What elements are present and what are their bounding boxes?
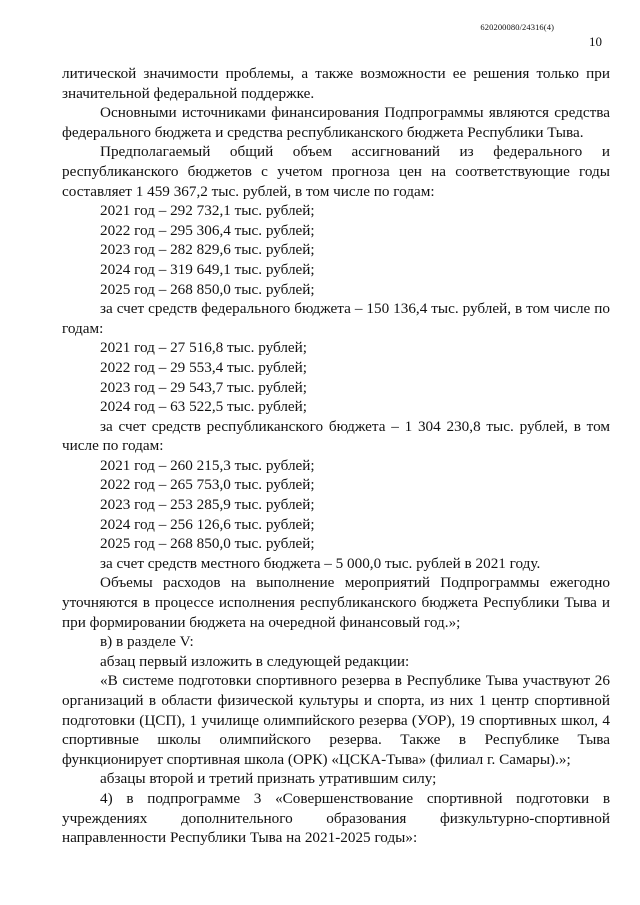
list-item: 2025 год – 268 850,0 тыс. рублей; bbox=[100, 280, 315, 298]
paragraph: абзац первый изложить в следующей редакции: bbox=[100, 652, 410, 670]
list-item: 2024 год – 319 649,1 тыс. рублей; bbox=[100, 260, 315, 278]
paragraph: Основными источниками финансирования Подпрограммы являются средства федерального бюджета и средства республиканского бюджета Республики Тыва. bbox=[62, 104, 610, 141]
paragraph: «В системе подготовки спортивного резерва в Республике Тыва участвуют 26 организаций в области физической культуры и спорта, из них 1 центр спортивной подготовки (ЦСП), 1 училище олимпийского резерва (УОР), 19 спортивных школ, 4 спортивные школы олимпийского резерва. Также в Республике Тыва функционирует спортивная школа (ОРК) «ЦСКА-Тыва» (филиал г. Самары).»; bbox=[62, 672, 610, 768]
list-item: 2022 год – 29 553,4 тыс. рублей; bbox=[100, 358, 308, 376]
list-item: 2022 год – 295 306,4 тыс. рублей; bbox=[100, 221, 315, 239]
document-body bbox=[62, 64, 610, 848]
paragraph: за счет средств республиканского бюджета – 1 304 230,8 тыс. рублей, в том числе по годам: bbox=[62, 417, 610, 455]
paragraph: абзацы второй и третий признать утратившим силу; bbox=[100, 770, 437, 788]
paragraph: в) в разделе V: bbox=[100, 633, 194, 651]
page-number: 10 bbox=[589, 34, 602, 49]
list-item: 2024 год – 63 522,5 тыс. рублей; bbox=[100, 398, 308, 416]
list-item: 2024 год – 256 126,6 тыс. рублей; bbox=[100, 515, 315, 533]
list-item: 2023 год – 253 285,9 тыс. рублей; bbox=[100, 496, 315, 514]
list-item: 2023 год – 29 543,7 тыс. рублей; bbox=[100, 378, 308, 396]
list-item: 2025 год – 268 850,0 тыс. рублей; bbox=[100, 535, 315, 553]
list-item: 2021 год – 292 732,1 тыс. рублей; bbox=[100, 202, 315, 220]
list-item: 2022 год – 265 753,0 тыс. рублей; bbox=[100, 476, 315, 494]
list-item: 2021 год – 260 215,3 тыс. рублей; bbox=[100, 456, 315, 474]
paragraph: 4) в подпрограмме 3 «Совершенствование спортивной подготовки в учреждениях дополнительного образования физкультурно-спортивной направленности Республики Тыва на 2021-2025 годы»: bbox=[62, 789, 610, 847]
doc-code: 620200080/24316(4) bbox=[480, 22, 554, 32]
paragraph: за счет средств федерального бюджета – 150 136,4 тыс. рублей, в том числе по годам: bbox=[62, 300, 610, 337]
paragraph: за счет средств местного бюджета – 5 000,0 тыс. рублей в 2021 году. bbox=[100, 554, 541, 572]
paragraph: Объемы расходов на выполнение мероприятий Подпрограммы ежегодно уточняются в процессе исполнения республиканского бюджета Республики Тыва и при формировании бюджета на очередной финансовый год.»; bbox=[62, 574, 610, 631]
paragraph: литической значимости проблемы, а также возможности ее решения только при значительной федеральной поддержке. bbox=[62, 65, 610, 102]
paragraph: Предполагаемый общий объем ассигнований из федерального и республиканского бюджетов с учетом прогноза цен на соответствующие годы составляет 1 459 367,2 тыс. рублей, в том числе по годам: bbox=[62, 143, 610, 200]
list-item: 2023 год – 282 829,6 тыс. рублей; bbox=[100, 241, 315, 259]
list-item: 2021 год – 27 516,8 тыс. рублей; bbox=[100, 339, 308, 357]
